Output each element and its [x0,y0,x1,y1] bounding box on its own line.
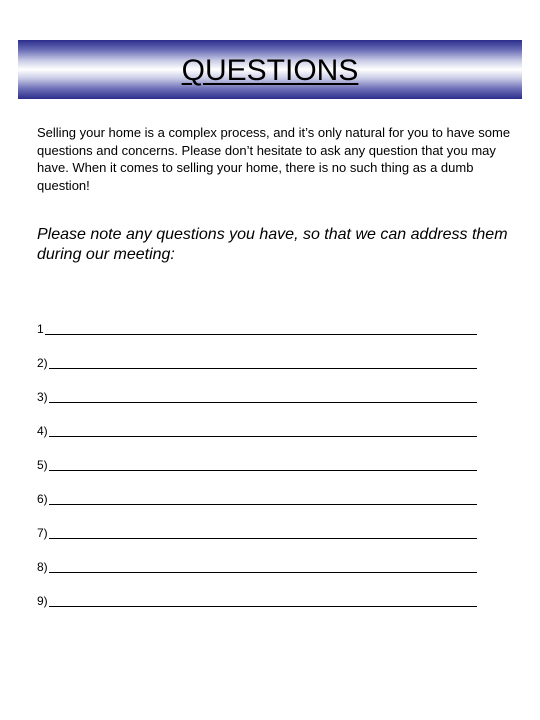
answer-line[interactable] [49,390,477,403]
answer-line[interactable] [49,594,477,607]
question-number: 5) [37,458,48,472]
question-item-6[interactable] [37,472,477,506]
question-item-4[interactable] [37,404,477,438]
question-item-3[interactable] [37,370,477,404]
question-item-8[interactable] [37,540,477,574]
answer-line[interactable] [49,356,477,369]
question-item-7[interactable] [37,506,477,540]
question-number: 7) [37,526,48,540]
question-number: 4) [37,424,48,438]
question-item-1[interactable] [37,302,477,336]
answer-line[interactable] [49,424,477,437]
intro-paragraph: Selling your home is a complex process, and it’s only natural for you to have some questions and concerns. Please don’t hesitate to ask any question that you may have. When it comes to selling your home, there is no such thing as a dumb question! [37,125,511,193]
answer-line[interactable] [49,526,477,539]
page-title: QUESTIONS [181,54,359,87]
question-item-5[interactable] [37,438,477,472]
question-list [37,302,477,608]
question-number: 8) [37,560,48,574]
question-number: 1 [37,322,44,336]
questions-prompt: Please note any questions you have, so that we can address them during our meeting: [37,226,508,263]
question-number: 2) [37,356,48,370]
header-banner [18,40,522,99]
question-item-9[interactable] [37,574,477,608]
answer-line[interactable] [49,458,477,471]
answer-line[interactable] [49,492,477,505]
answer-line[interactable] [49,560,477,573]
answer-line[interactable] [45,322,477,335]
question-number: 9) [37,594,48,608]
question-number: 3) [37,390,48,404]
question-item-2[interactable] [37,336,477,370]
question-number: 6) [37,492,48,506]
